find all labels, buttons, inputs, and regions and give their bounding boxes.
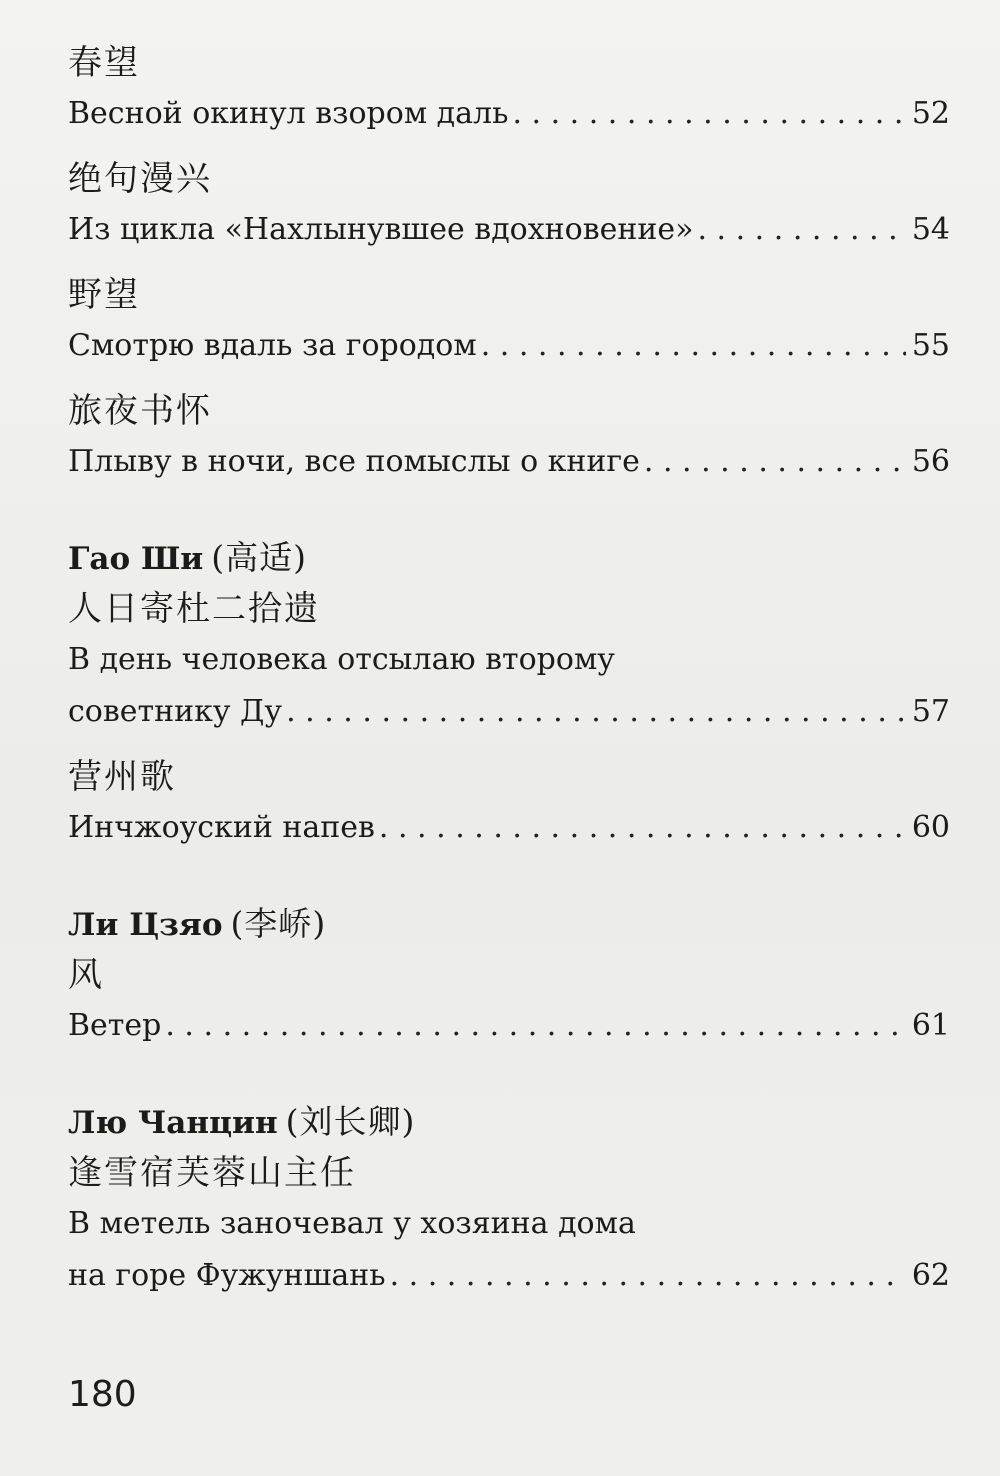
- entry-zh-title: 逢雪宿芙蓉山主任: [68, 1153, 356, 1193]
- toc-entry: [68, 1000, 950, 1052]
- toc-entry: [68, 686, 950, 738]
- entry-zh-title: 旅夜书怀: [68, 391, 212, 431]
- author-name: Ли Цзяо: [68, 907, 223, 943]
- entry-zh-title: 风: [68, 955, 104, 995]
- entry-ru-title: В метель заночевал у хозяина дома: [68, 1206, 636, 1241]
- dot-leader: [697, 204, 905, 256]
- entry-page-number: 55: [911, 328, 950, 363]
- author-chinese-name: (李峤): [230, 904, 327, 943]
- entry-ru-title-continued: на горе Фужуншань: [68, 1258, 386, 1293]
- dot-leader: [286, 686, 906, 738]
- dot-leader: [481, 320, 906, 372]
- toc-entry: [68, 802, 950, 854]
- page-number: 180: [68, 1374, 137, 1415]
- entry-ru-title: Смотрю вдаль за городом: [68, 328, 477, 363]
- entry-zh-title: 野望: [68, 275, 140, 315]
- author-chinese-name: (高适): [211, 538, 308, 577]
- entry-zh-title: 营州歌: [68, 757, 176, 797]
- dot-leader: [165, 1000, 905, 1052]
- entry-page-number: 54: [911, 212, 950, 247]
- entry-page-number: 52: [911, 96, 950, 131]
- toc-entry: [68, 88, 950, 140]
- entry-page-number: 61: [911, 1008, 950, 1043]
- entry-page-number: 62: [911, 1258, 950, 1293]
- entry-ru-title: В день человека отсылаю второму: [68, 642, 615, 677]
- entry-ru-title: Инчжоуский напев: [68, 810, 375, 845]
- toc-entry: [68, 320, 950, 372]
- dot-leader: [644, 436, 906, 488]
- entry-ru-title: Весной окинул взором даль: [68, 96, 509, 131]
- entry-zh-title: 人日寄杜二拾遗: [68, 589, 320, 629]
- toc-entry: [68, 436, 950, 488]
- entry-ru-title-continued: советнику Ду: [68, 694, 283, 729]
- toc-entry: [68, 1250, 950, 1302]
- dot-leader: [390, 1250, 906, 1302]
- author-name: Лю Чанцин: [68, 1105, 278, 1141]
- table-of-contents: [68, 38, 950, 1302]
- entry-zh-title: 春望: [68, 43, 140, 83]
- author-heading: [68, 1096, 950, 1148]
- entry-page-number: 56: [911, 444, 950, 479]
- entry-ru-title: Из цикла «Нахлынувшее вдохновение»: [68, 212, 694, 247]
- entry-ru-title: Плыву в ночи, все помыслы о книге: [68, 444, 640, 479]
- entry-zh-title: 绝句漫兴: [68, 159, 212, 199]
- dot-leader: [512, 88, 905, 140]
- author-heading: [68, 898, 950, 950]
- entry-page-number: 60: [911, 810, 950, 845]
- entry-ru-title: Ветер: [68, 1008, 162, 1043]
- dot-leader: [379, 802, 906, 854]
- author-heading: [68, 532, 950, 584]
- author-name: Гао Ши: [68, 541, 204, 577]
- author-chinese-name: (刘长卿): [285, 1102, 416, 1141]
- entry-page-number: 57: [911, 694, 950, 729]
- toc-entry: [68, 204, 950, 256]
